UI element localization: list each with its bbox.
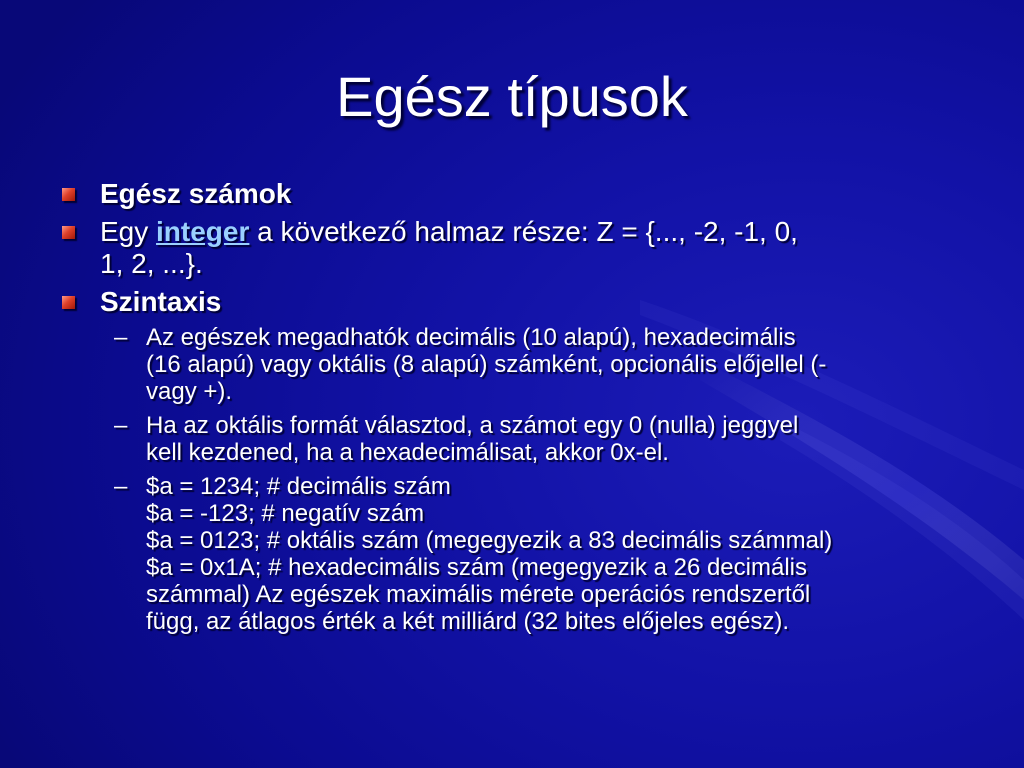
bullet-item	[62, 286, 972, 318]
bullet-line	[100, 216, 972, 248]
bullet-text: a következő halmaz része: Z = {..., -2, -1, 0,	[249, 216, 798, 247]
square-bullet-icon	[62, 188, 75, 201]
bullet-line: 1, 2, ...}.	[100, 248, 203, 279]
bullet-text: Egész számok	[100, 178, 292, 209]
bullet-text: Szintaxis	[100, 286, 222, 317]
sub-bullet-line: vagy +).	[146, 378, 233, 405]
sub-bullet-item	[62, 412, 972, 466]
slide-content	[62, 178, 972, 642]
sub-bullet-line: Az egészek megadhatók decimális (10 alapú), hexadecimális	[146, 324, 796, 351]
slide-title: Egész típusok	[336, 65, 688, 128]
dash-bullet-icon: –	[114, 324, 128, 351]
sub-bullet-item	[62, 324, 972, 405]
bullet-item	[62, 216, 972, 280]
sub-bullet-line: $a = 0x1A; # hexadecimális szám (megegyezik a 26 decimális	[146, 554, 807, 581]
sub-bullet-line: $a = 0123; # oktális szám (megegyezik a 83 decimális számmal)	[146, 527, 833, 554]
sub-bullet-line: $a = -123; # negatív szám	[146, 500, 425, 527]
dash-bullet-icon: –	[114, 412, 128, 439]
sub-bullet-line: (16 alapú) vagy oktális (8 alapú) számként, opcionális előjellel (-	[146, 351, 827, 378]
sub-bullet-line: számmal) Az egészek maximális mérete operációs rendszertől	[146, 581, 811, 608]
sub-bullet-line: függ, az átlagos érték a két milliárd (32 bites előjeles egész).	[146, 608, 789, 635]
sub-bullet-item	[62, 473, 972, 635]
bullet-item	[62, 178, 972, 210]
square-bullet-icon	[62, 226, 75, 239]
integer-link[interactable]: integer	[156, 216, 250, 247]
sub-bullet-line: $a = 1234; # decimális szám	[146, 473, 451, 500]
bullet-text: Egy	[100, 216, 157, 247]
square-bullet-icon	[62, 296, 75, 309]
sub-bullet-line: kell kezdened, ha a hexadecimálisat, akkor 0x-el.	[146, 439, 669, 466]
sub-bullet-line: Ha az oktális formát választod, a számot egy 0 (nulla) jeggyel	[146, 412, 799, 439]
dash-bullet-icon: –	[114, 473, 128, 500]
